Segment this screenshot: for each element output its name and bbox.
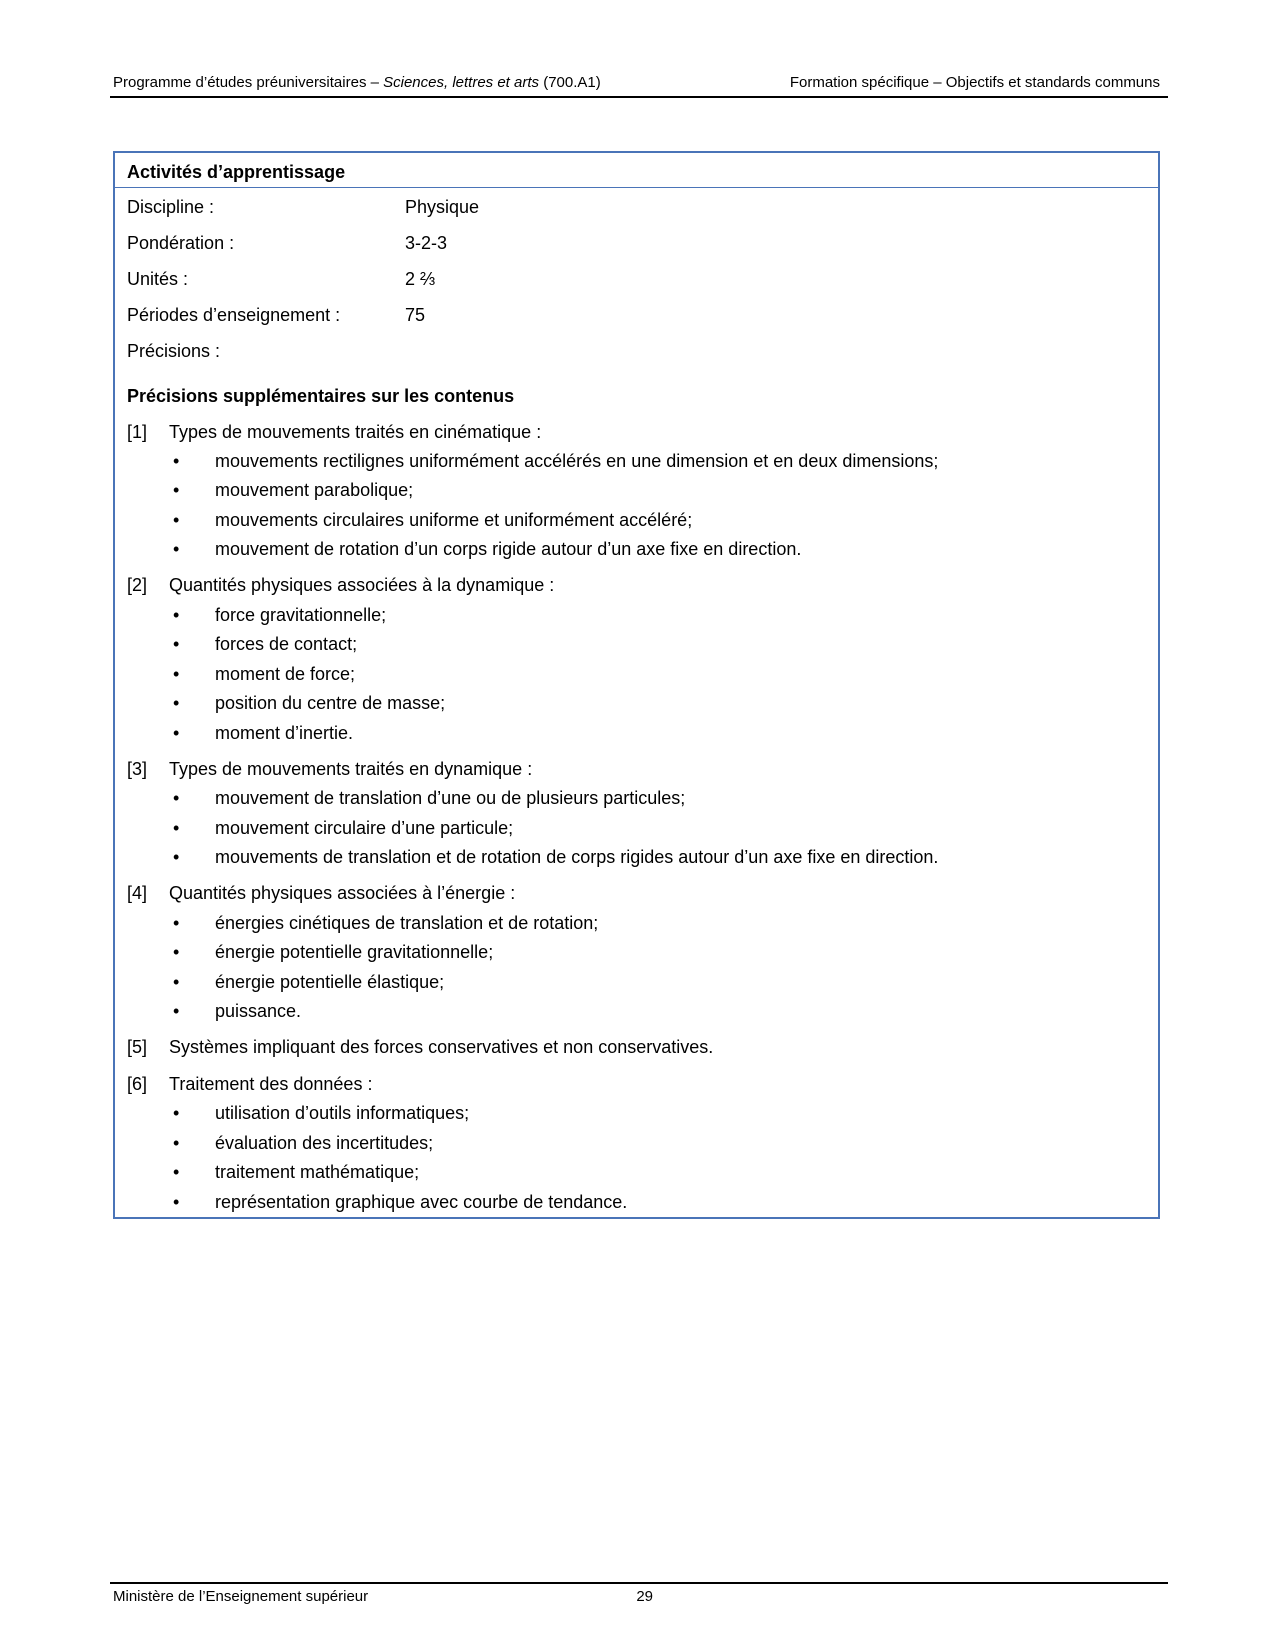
item-text: Types de mouvements traités en dynamique : [169,759,533,779]
item-number: [6] [127,1074,148,1094]
bullet-icon: • [173,693,180,713]
activities-box [113,151,1160,1219]
header-program-title [113,74,601,92]
item-number: [5] [127,1037,148,1057]
bullet-text: énergie potentielle gravitationnelle; [215,942,494,962]
section-heading: Précisions supplémentaires sur les contenus [127,386,515,406]
item-text: Types de mouvements traités en cinématique : [169,422,542,442]
bullet-text: énergie potentielle élastique; [215,972,445,992]
bullet-text: utilisation d’outils informatiques; [215,1103,470,1123]
footer-divider [110,1582,1168,1584]
bullet-text: puissance. [215,1001,302,1021]
bullet-icon: • [173,480,180,500]
bullet-text: représentation graphique avec courbe de tendance. [215,1192,628,1212]
header-divider [110,96,1168,98]
bullet-icon: • [173,451,180,471]
bullet-icon: • [173,664,180,684]
header-program-prefix: Programme d’études préuniversitaires – [113,74,384,91]
bullet-icon: • [173,634,180,654]
bullet-icon: • [173,1192,180,1212]
bullet-icon: • [173,1162,180,1182]
bullet-icon: • [173,788,180,808]
field-label: Périodes d’enseignement : [127,305,341,325]
bullet-icon: • [173,942,180,962]
bullet-icon: • [173,723,180,743]
field-value: 2 ⅔ [405,269,436,289]
bullet-text: mouvements circulaires uniforme et uniformément accéléré; [215,510,693,530]
item-text: Traitement des données : [169,1074,373,1094]
bullet-text: évaluation des incertitudes; [215,1133,434,1153]
item-number: [4] [127,883,148,903]
item-text: Quantités physiques associées à la dynamique : [169,575,555,595]
field-label: Unités : [127,269,189,289]
item-number: [1] [127,422,148,442]
field-label: Discipline : [127,197,215,217]
bullet-text: moment de force; [215,664,356,684]
bullet-icon: • [173,510,180,530]
bullet-icon: • [173,605,180,625]
header-section-title: Formation spécifique – Objectifs et standards communs [789,74,1160,91]
item-text: Systèmes impliquant des forces conservatives et non conservatives. [169,1037,714,1057]
bullet-icon: • [173,1001,180,1021]
bullet-text: force gravitationnelle; [215,605,387,625]
bullet-text: mouvement de translation d’une ou de plusieurs particules; [215,788,686,808]
bullet-icon: • [173,539,180,559]
bullet-icon: • [173,847,180,867]
bullet-text: mouvements de translation et de rotation de corps rigides autour d’un axe fixe en direction. [215,847,939,867]
bullet-text: mouvement circulaire d’une particule; [215,818,514,838]
bullet-text: moment d’inertie. [215,723,354,743]
header-program-suffix: (700.A1) [539,74,601,91]
bullet-icon: • [173,1133,180,1153]
box-title-divider [115,187,1158,188]
bullet-text: forces de contact; [215,634,358,654]
item-number: [3] [127,759,148,779]
page-number: 29 [636,1588,653,1605]
header-program-italic: Sciences, lettres et arts [383,74,540,91]
field-value: Physique [405,197,480,217]
box-title: Activités d’apprentissage [127,162,346,182]
bullet-text: traitement mathématique; [215,1162,420,1182]
item-text: Quantités physiques associées à l’énergie : [169,883,516,903]
bullet-text: énergies cinétiques de translation et de rotation; [215,913,599,933]
item-number: [2] [127,575,148,595]
bullet-text: position du centre de masse; [215,693,446,713]
footer-ministry: Ministère de l’Enseignement supérieur [113,1588,369,1605]
bullet-icon: • [173,1103,180,1123]
bullet-icon: • [173,818,180,838]
bullet-text: mouvement de rotation d’un corps rigide autour d’un axe fixe en direction. [215,539,802,559]
field-label: Précisions : [127,341,221,361]
bullet-text: mouvement parabolique; [215,480,414,500]
field-label: Pondération : [127,233,235,253]
bullet-text: mouvements rectilignes uniformément accélérés en une dimension et en deux dimensions; [215,451,939,471]
bullet-icon: • [173,972,180,992]
field-value: 3-2-3 [405,233,448,253]
bullet-icon: • [173,913,180,933]
field-value: 75 [405,305,426,325]
